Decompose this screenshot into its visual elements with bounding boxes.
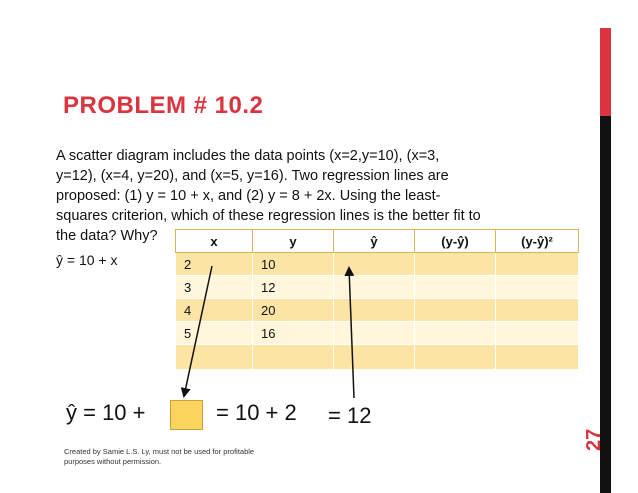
table-cell: 10 [253, 253, 334, 276]
equation-middle: = 10 + 2 [216, 400, 297, 425]
header-x: x [176, 230, 253, 253]
table-cell: 3 [176, 276, 253, 299]
problem-line: proposed: (1) y = 10 + x, and (2) y = 8 + 2x. Using the least- [56, 188, 441, 204]
equation-right: = 12 [328, 403, 372, 428]
table-cell: 16 [253, 322, 334, 345]
page-number: 27 [583, 428, 605, 452]
header-y: y [253, 230, 334, 253]
slide-title: PROBLEM # 10.2 [63, 92, 264, 119]
regression-line-label: ŷ = 10 + x [56, 252, 118, 268]
problem-line: y=12), (x=4, y=20), and (x=5, y=16). Two regression lines are [56, 168, 449, 184]
arrow-x-to-box [184, 266, 212, 396]
table-cell: 20 [253, 299, 334, 322]
arrow-result-to-yhat [349, 268, 354, 398]
equation-left: ŷ = 10 + [66, 400, 146, 425]
table-cell: 4 [176, 299, 253, 322]
problem-line: the data? Why? [56, 228, 158, 244]
problem-line: squares criterion, which of these regression lines is the better fit to [56, 208, 481, 224]
footer-credit: Created by Samie L.S. Ly, must not be used for profitable purposes without permission. [64, 447, 255, 466]
table-cell: 2 [176, 253, 253, 276]
header-yhat: ŷ [334, 230, 415, 253]
header-squared-residual: (y-ŷ)² [496, 230, 579, 253]
problem-line: A scatter diagram includes the data points (x=2,y=10), (x=3, [56, 148, 440, 164]
header-residual: (y-ŷ) [415, 230, 496, 253]
table-cell: 12 [253, 276, 334, 299]
table-cell: 5 [176, 322, 253, 345]
